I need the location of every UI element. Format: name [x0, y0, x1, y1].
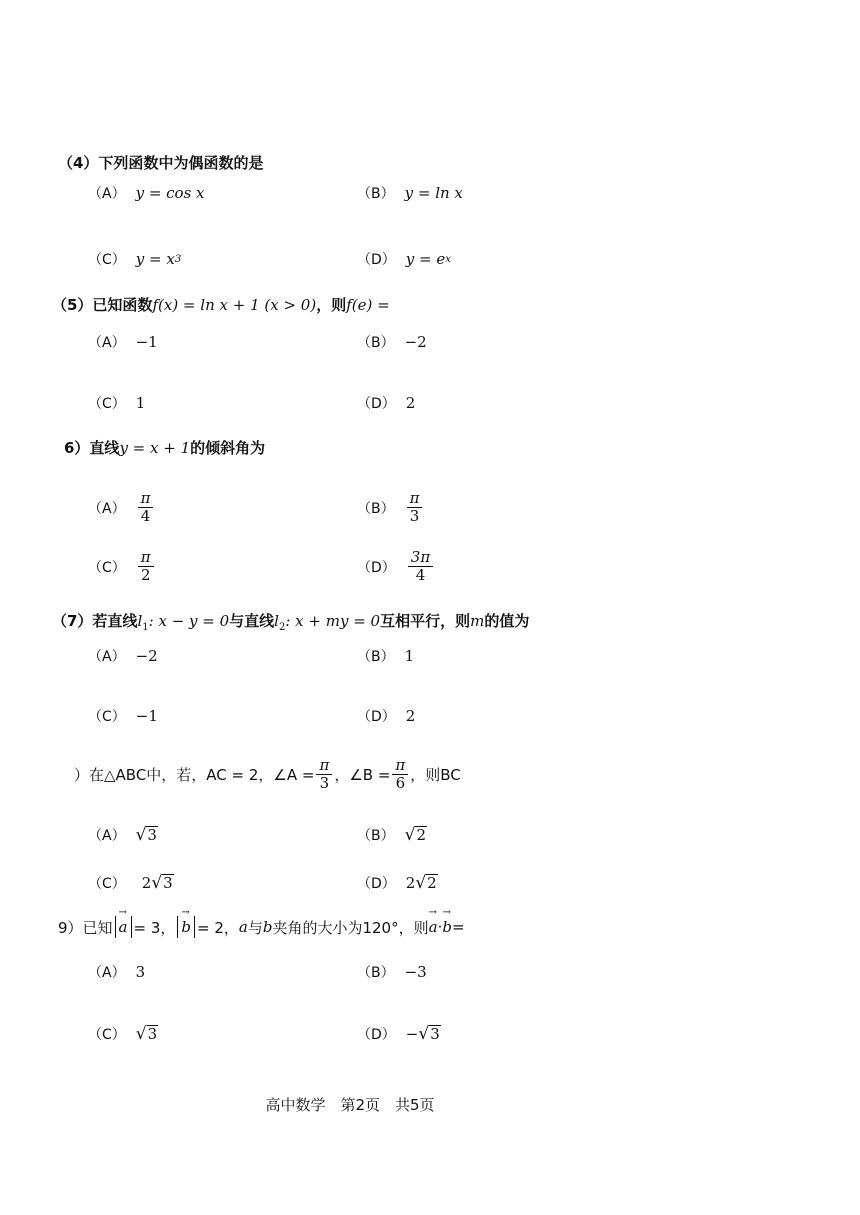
question-7-option-c: （C） −1 — [88, 707, 158, 725]
question-7-stem: （7）若直线$l_1$: x − y = 0与直线$l_2$: x + my = 0互相平行，则m的值为 — [52, 612, 530, 633]
question-5-option-c: （C） 1 — [88, 394, 146, 412]
question-9-option-b: （B） −3 — [357, 963, 427, 981]
question-9-option-c: （C） √ 3 — [88, 1023, 158, 1044]
question-8-stem: ）在△ABC中，若，AC = 2，∠A = $\frac{\pi}{3}$ ，∠B = $\frac{\pi}{6}$ ，则BC — [74, 756, 461, 793]
question-4-option-a: （A） y = cos x — [88, 184, 205, 202]
question-9-option-a: （A） 3 — [88, 963, 146, 981]
question-5-option-d: （D） 2 — [357, 394, 416, 412]
question-8-option-a: （A） √ 3 — [88, 824, 157, 845]
question-9-stem: 9）已知 → a = 3， → b = 2， a 与 b 夹角的大小为120°，则 → a · → b = — [58, 916, 465, 938]
question-4-option-d: （D） y = e x — [357, 250, 451, 268]
question-9-option-d: （D） − √ 3 — [357, 1023, 440, 1044]
question-4-option-c: （C） y = x 3 — [88, 250, 182, 268]
question-5-stem: （5）已知函数f(x) = ln x + 1 (x > 0)，则f(e) = — [52, 296, 390, 314]
question-7-option-b: （B） 1 — [357, 647, 415, 665]
question-6-option-d: （D） $\frac{3\pi}{4}$ — [357, 549, 435, 585]
question-5-option-b: （B） −2 — [357, 333, 427, 351]
page-footer: 高中数学 第2页 共5页 — [265, 1096, 435, 1114]
question-4-stem: （4）下列函数中为偶函数的是 — [58, 154, 264, 172]
question-7-option-a: （A） −2 — [88, 647, 158, 665]
question-6-option-b: （B） $\frac{\pi}{3}$ — [357, 490, 424, 526]
question-6-option-c: （C） $\frac{\pi}{2}$ — [88, 549, 156, 585]
question-8-option-d: （D） 2 √ 2 — [357, 872, 437, 893]
question-4-option-b: （B） y = ln x — [357, 184, 463, 202]
question-8-option-c: （C） 2 √ 3 — [88, 872, 173, 893]
question-7-option-d: （D） 2 — [357, 707, 416, 725]
question-6-stem: 6）直线y = x + 1的倾斜角为 — [64, 439, 266, 457]
question-8-option-b: （B） √ 2 — [357, 824, 426, 845]
question-5-option-a: （A） −1 — [88, 333, 158, 351]
question-6-option-a: （A） $\frac{\pi}{4}$ — [88, 490, 155, 526]
